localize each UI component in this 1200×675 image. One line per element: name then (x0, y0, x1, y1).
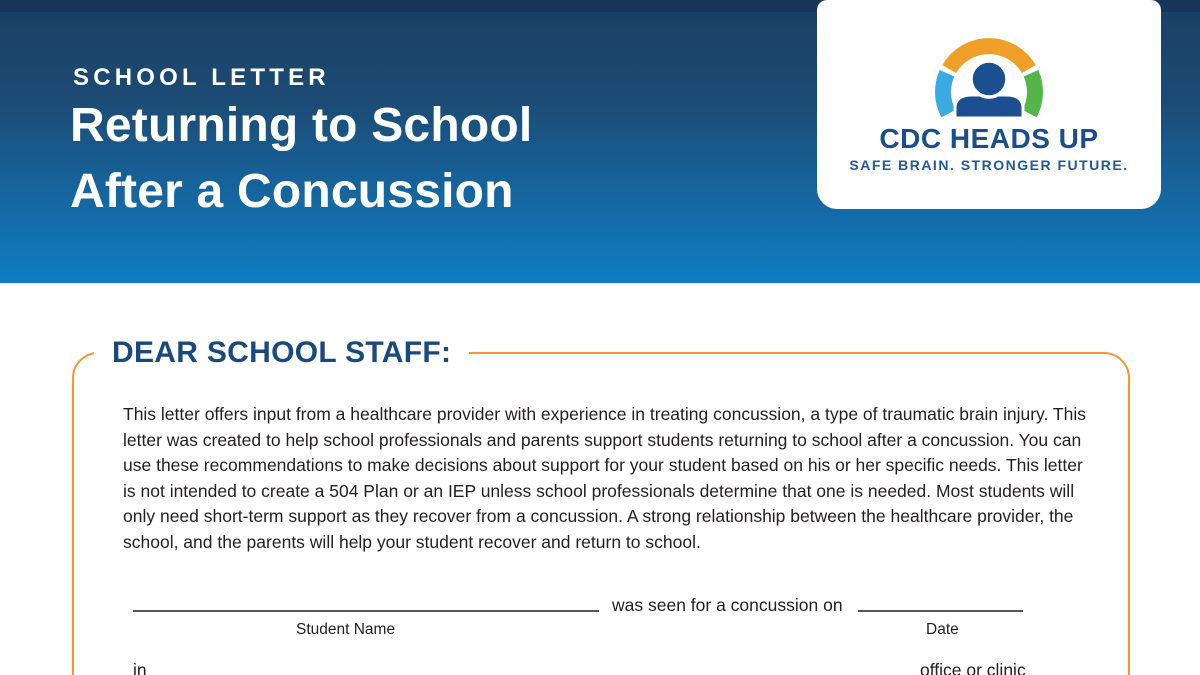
brand-name: CDC HEADS UP (879, 123, 1099, 154)
person-head-shape (971, 61, 1007, 97)
in-text: in (133, 660, 147, 675)
document-type-label: SCHOOL LETTER (73, 64, 330, 91)
brand-tagline: SAFE BRAIN. STRONGER FUTURE. (849, 157, 1129, 173)
office-or-clinic-label: office or clinic (920, 660, 1026, 675)
student-name-blank-line (133, 610, 599, 612)
document-title-line1: Returning to School (70, 99, 533, 152)
seen-for-concussion-text: was seen for a concussion on (612, 595, 843, 615)
heads-up-person-ring-icon (934, 34, 1044, 118)
date-label: Date (926, 621, 959, 638)
document-title-line2: After a Concussion (70, 165, 514, 218)
date-blank-line (858, 610, 1023, 612)
brand-card (817, 0, 1161, 209)
document-title (70, 93, 532, 225)
letter-heading: DEAR SCHOOL STAFF: (94, 336, 469, 370)
ring-green-arc (1030, 73, 1035, 113)
letter-intro-paragraph: This letter offers input from a healthcare provider with experience in treating concussion, a type of traumatic brain injury. This letter was created to help school professionals and parents support students returning to school after a concussion. You can use these recommendations to make decisions about support for your student based on his or her specific needs. This letter is not intended to create a 504 Plan or an IEP unless school professionals determine that one is needed. Most students will only need short-term support as they recover from a concussion. A strong relationship between the healthcare provider, the school, and the parents will help your student recover and return to school. (123, 404, 1086, 552)
ring-lightblue-arc (943, 73, 948, 113)
header-banner (0, 0, 1200, 283)
student-name-label: Student Name (296, 621, 396, 638)
